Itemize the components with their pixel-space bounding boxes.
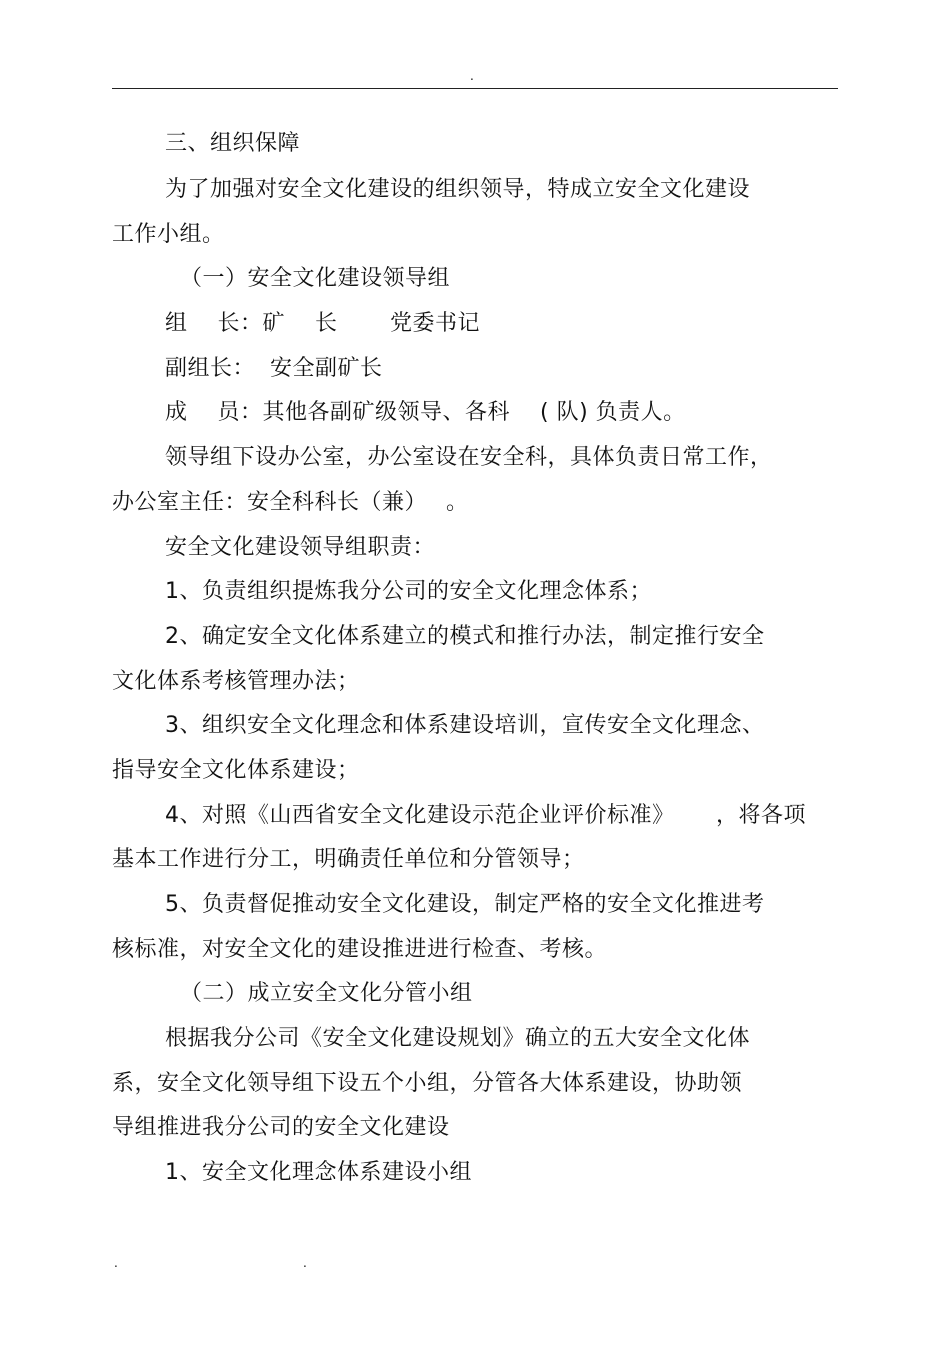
- paragraph-line: 系，安全文化领导组下设五个小组，分管各大体系建设，协助领: [112, 1071, 743, 1096]
- paragraph-line: 成 员：其他各副矿级领导、各科 ( 队) 负责人。: [165, 400, 686, 425]
- paragraph-line: 文化体系考核管理办法；: [112, 669, 360, 694]
- paragraph-line: 副组长： 安全副矿长: [165, 356, 383, 381]
- section-heading: 三、组织保障: [165, 131, 301, 156]
- footer-mark-right: .: [303, 1256, 307, 1270]
- paragraph-line: 导组推进我分公司的安全文化建设: [112, 1115, 450, 1140]
- paragraph-line: 工作小组。: [112, 222, 225, 247]
- list-item: 1、负责组织提炼我分公司的安全文化理念体系；: [165, 579, 652, 604]
- paragraph-line: 领导组下设办公室，办公室设在安全科，具体负责日常工作，: [165, 445, 773, 470]
- list-item: 3、组织安全文化理念和体系建设培训，宣传安全文化理念、: [165, 713, 765, 738]
- header-mark: .: [470, 69, 474, 83]
- subsection-heading: （一）安全文化建设领导组: [180, 266, 451, 291]
- list-item: 2、确定安全文化体系建立的模式和推行办法，制定推行安全: [165, 624, 765, 649]
- header-rule: [112, 88, 838, 89]
- subsection-heading: （二）成立安全文化分管小组: [180, 981, 473, 1006]
- list-item: 5、负责督促推动安全文化建设，制定严格的安全文化推进考: [165, 892, 765, 917]
- paragraph-line: 办公室主任：安全科科长（兼） 。: [112, 490, 469, 515]
- list-item: 1、安全文化理念体系建设小组: [165, 1160, 472, 1185]
- paragraph-line: 基本工作进行分工，明确责任单位和分管领导；: [112, 847, 585, 872]
- footer-mark-left: .: [114, 1256, 118, 1270]
- paragraph-line: 安全文化建设领导组职责：: [165, 535, 436, 560]
- paragraph-line: 组 长：矿 长 党委书记: [165, 311, 480, 336]
- paragraph-line: 为了加强对安全文化建设的组织领导，特成立安全文化建设: [165, 177, 751, 202]
- paragraph-line: 根据我分公司《安全文化建设规划》确立的五大安全文化体: [165, 1026, 751, 1051]
- paragraph-line: 指导安全文化体系建设；: [112, 758, 360, 783]
- list-item: 4、对照《山西省安全文化建设示范企业评价标准》 ，将各项: [165, 803, 806, 828]
- paragraph-line: 核标准，对安全文化的建设推进进行检查、考核。: [112, 937, 608, 962]
